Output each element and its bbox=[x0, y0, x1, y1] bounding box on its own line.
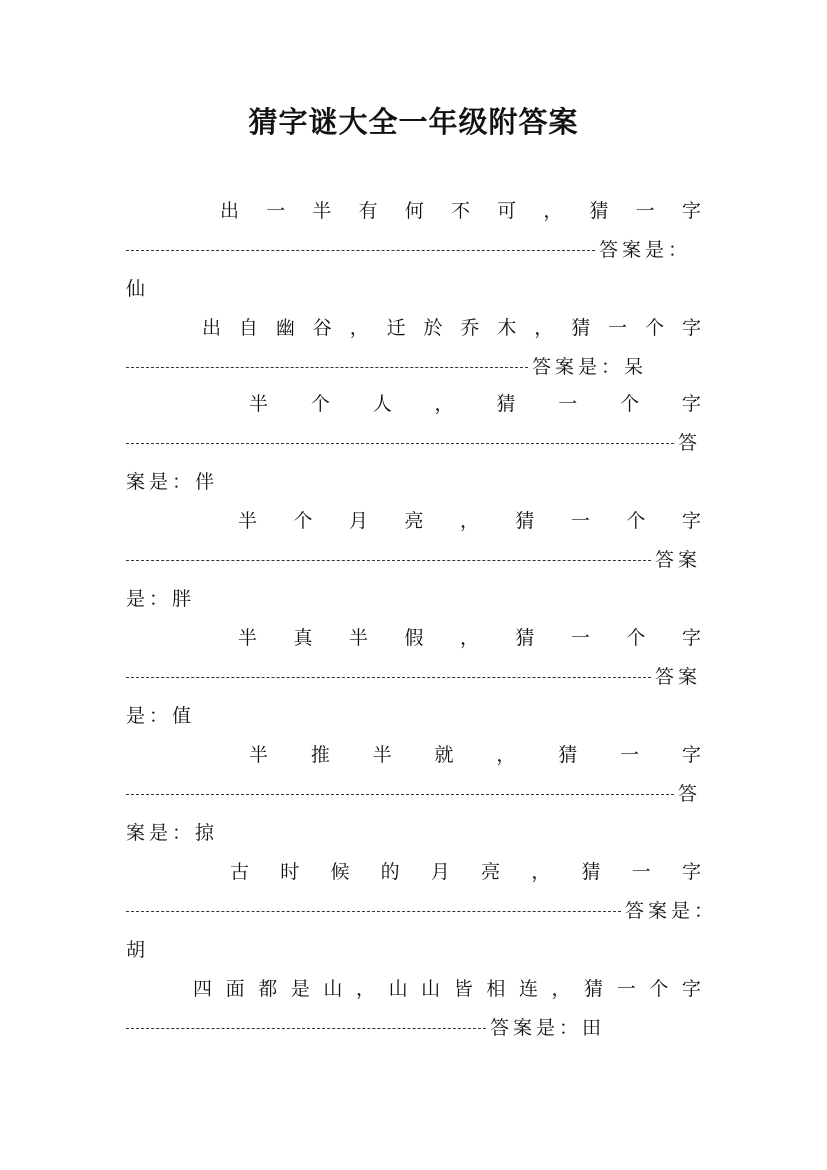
question-char: ， bbox=[459, 627, 479, 649]
question-char: 是 bbox=[290, 978, 310, 1000]
question-char: 个 bbox=[626, 627, 646, 649]
answer-continuation: 仙 bbox=[126, 278, 150, 300]
question-char: 一 bbox=[570, 627, 590, 649]
question-char: 字 bbox=[681, 744, 701, 766]
question-char: 就 bbox=[434, 744, 454, 766]
answer-line bbox=[126, 1013, 605, 1043]
question-char: ， bbox=[543, 200, 563, 222]
question-char: 猜 bbox=[571, 317, 591, 339]
riddle-question bbox=[202, 313, 701, 343]
question-char: 都 bbox=[258, 978, 278, 1000]
question-char: 假 bbox=[404, 627, 424, 649]
question-char: 有 bbox=[358, 200, 378, 222]
question-char: 字 bbox=[681, 627, 701, 649]
document-title: 猜字谜大全一年级附答案 bbox=[248, 105, 579, 139]
question-char: 半 bbox=[249, 393, 269, 415]
question-char: 字 bbox=[681, 200, 701, 222]
question-char: 一 bbox=[616, 978, 636, 1000]
question-char: 个 bbox=[310, 393, 330, 415]
answer-label: 答案 bbox=[654, 666, 701, 688]
answer-line bbox=[126, 545, 701, 575]
question-char: ， bbox=[349, 317, 369, 339]
answer-continuation: 是：胖 bbox=[126, 588, 196, 610]
question-char: 亮 bbox=[481, 861, 501, 883]
question-char: 迁 bbox=[386, 317, 406, 339]
question-char: 人 bbox=[372, 393, 392, 415]
answer-continuation: 是：值 bbox=[126, 705, 196, 727]
question-char: 面 bbox=[225, 978, 245, 1000]
answer-line bbox=[126, 896, 717, 926]
question-char: 真 bbox=[293, 627, 313, 649]
question-char: 字 bbox=[681, 978, 701, 1000]
riddle-question bbox=[238, 506, 701, 536]
answer-line bbox=[126, 779, 701, 809]
question-char: 谷 bbox=[312, 317, 332, 339]
answer-label: 答案是：田 bbox=[489, 1017, 605, 1039]
answer-label: 答 bbox=[677, 783, 701, 805]
dash-leader bbox=[126, 367, 528, 369]
question-char: 个 bbox=[649, 978, 669, 1000]
question-char: 猜 bbox=[496, 393, 516, 415]
question-char: 猜 bbox=[515, 627, 535, 649]
question-char: 半 bbox=[348, 627, 368, 649]
answer-label: 答案是： bbox=[624, 900, 717, 922]
answer-continuation: 案是：掠 bbox=[126, 822, 219, 844]
question-char: 字 bbox=[681, 510, 701, 532]
question-char: 何 bbox=[404, 200, 424, 222]
question-char: 山 bbox=[388, 978, 408, 1000]
answer-continuation: 胡 bbox=[126, 939, 150, 961]
answer-line bbox=[126, 352, 647, 382]
question-char: 一 bbox=[620, 744, 640, 766]
answer-label: 答案是： bbox=[598, 239, 691, 261]
question-char: 一 bbox=[570, 510, 590, 532]
riddle-question bbox=[249, 740, 701, 770]
question-char: 半 bbox=[249, 744, 269, 766]
dash-leader bbox=[126, 677, 651, 679]
answer-label: 答案是：呆 bbox=[531, 356, 647, 378]
question-char: 月 bbox=[348, 510, 368, 532]
riddle-question bbox=[249, 389, 701, 419]
question-char: 木 bbox=[497, 317, 517, 339]
question-char: 猜 bbox=[581, 861, 601, 883]
answer-line bbox=[126, 662, 701, 692]
question-char: 山 bbox=[323, 978, 343, 1000]
question-char: 皆 bbox=[453, 978, 473, 1000]
question-char: 推 bbox=[310, 744, 330, 766]
question-char: 出 bbox=[202, 317, 222, 339]
question-char: 一 bbox=[635, 200, 655, 222]
question-char: 月 bbox=[430, 861, 450, 883]
question-char: ， bbox=[551, 978, 571, 1000]
question-char: 个 bbox=[620, 393, 640, 415]
question-char: 半 bbox=[238, 510, 258, 532]
question-char: 一 bbox=[266, 200, 286, 222]
question-char: 时 bbox=[280, 861, 300, 883]
question-char: 猜 bbox=[515, 510, 535, 532]
question-char: 半 bbox=[238, 627, 258, 649]
question-char: 猜 bbox=[589, 200, 609, 222]
question-char: 字 bbox=[681, 317, 701, 339]
question-char: 一 bbox=[631, 861, 651, 883]
question-char: 出 bbox=[220, 200, 240, 222]
answer-line bbox=[126, 428, 701, 458]
dash-leader bbox=[126, 1028, 486, 1030]
question-char: ， bbox=[355, 978, 375, 1000]
question-char: 亮 bbox=[404, 510, 424, 532]
question-char: ， bbox=[531, 861, 551, 883]
question-char: 山 bbox=[421, 978, 441, 1000]
question-char: 半 bbox=[372, 744, 392, 766]
question-char: 的 bbox=[380, 861, 400, 883]
question-char: 字 bbox=[681, 861, 701, 883]
question-char: 个 bbox=[293, 510, 313, 532]
question-char: 於 bbox=[423, 317, 443, 339]
question-char: 连 bbox=[518, 978, 538, 1000]
question-char: 四 bbox=[193, 978, 213, 1000]
question-char: 候 bbox=[330, 861, 350, 883]
dash-leader bbox=[126, 250, 595, 252]
question-char: 猜 bbox=[558, 744, 578, 766]
question-char: ， bbox=[534, 317, 554, 339]
question-char: 乔 bbox=[460, 317, 480, 339]
riddle-question bbox=[193, 974, 701, 1004]
riddle-question bbox=[238, 623, 701, 653]
dash-leader bbox=[126, 560, 651, 562]
question-char: 古 bbox=[230, 861, 250, 883]
question-char: 不 bbox=[450, 200, 470, 222]
riddle-question bbox=[230, 857, 701, 887]
question-char: 字 bbox=[681, 393, 701, 415]
question-char: 半 bbox=[312, 200, 332, 222]
answer-label: 答案 bbox=[654, 549, 701, 571]
question-char: 一 bbox=[608, 317, 628, 339]
question-char: 个 bbox=[645, 317, 665, 339]
dash-leader bbox=[126, 443, 674, 445]
riddle-question bbox=[220, 196, 701, 226]
question-char: ， bbox=[496, 744, 516, 766]
question-char: ， bbox=[459, 510, 479, 532]
question-char: 自 bbox=[238, 317, 258, 339]
answer-label: 答 bbox=[677, 432, 701, 454]
question-char: 相 bbox=[486, 978, 506, 1000]
question-char: 可 bbox=[497, 200, 517, 222]
dash-leader bbox=[126, 794, 674, 796]
dash-leader bbox=[126, 911, 621, 913]
question-char: 猜 bbox=[584, 978, 604, 1000]
question-char: 个 bbox=[626, 510, 646, 532]
answer-line bbox=[126, 235, 691, 265]
answer-continuation: 案是：伴 bbox=[126, 471, 219, 493]
question-char: 一 bbox=[558, 393, 578, 415]
question-char: ， bbox=[434, 393, 454, 415]
question-char: 幽 bbox=[275, 317, 295, 339]
